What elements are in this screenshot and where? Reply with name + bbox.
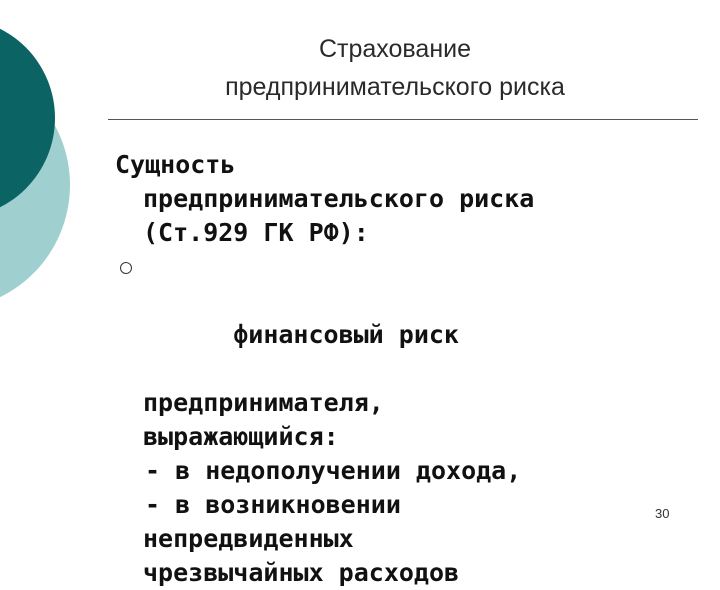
dash-item-2-line-3: чрезвычайных расходов [143, 558, 460, 587]
bullet-line-3: выражающийся: [143, 422, 339, 451]
bullet-line-1: финансовый риск [233, 320, 459, 349]
body-heading-line-3: (Ст.929 ГК РФ): [143, 218, 369, 247]
slide-title [150, 30, 640, 106]
bullet-circle-icon [120, 262, 132, 274]
dash-item-1: - в недополучении дохода, [145, 456, 522, 485]
bullet-item [115, 250, 675, 386]
title-line-1: Страхование [318, 35, 471, 63]
page-number: 30 [655, 506, 670, 521]
body-heading-line-2: предпринимательского риска [143, 184, 535, 213]
dash-item-2-line-2: непредвиденных [143, 524, 354, 553]
dash-item-2-line-1: - в возникновении [145, 490, 401, 519]
slide-body [115, 148, 675, 590]
body-heading-line-1: Сущность [115, 150, 236, 179]
bullet-line-2: предпринимателя, [143, 388, 384, 417]
title-divider [108, 119, 698, 120]
title-line-2: предпринимательского риска [225, 73, 565, 101]
decorative-circles [0, 0, 110, 300]
